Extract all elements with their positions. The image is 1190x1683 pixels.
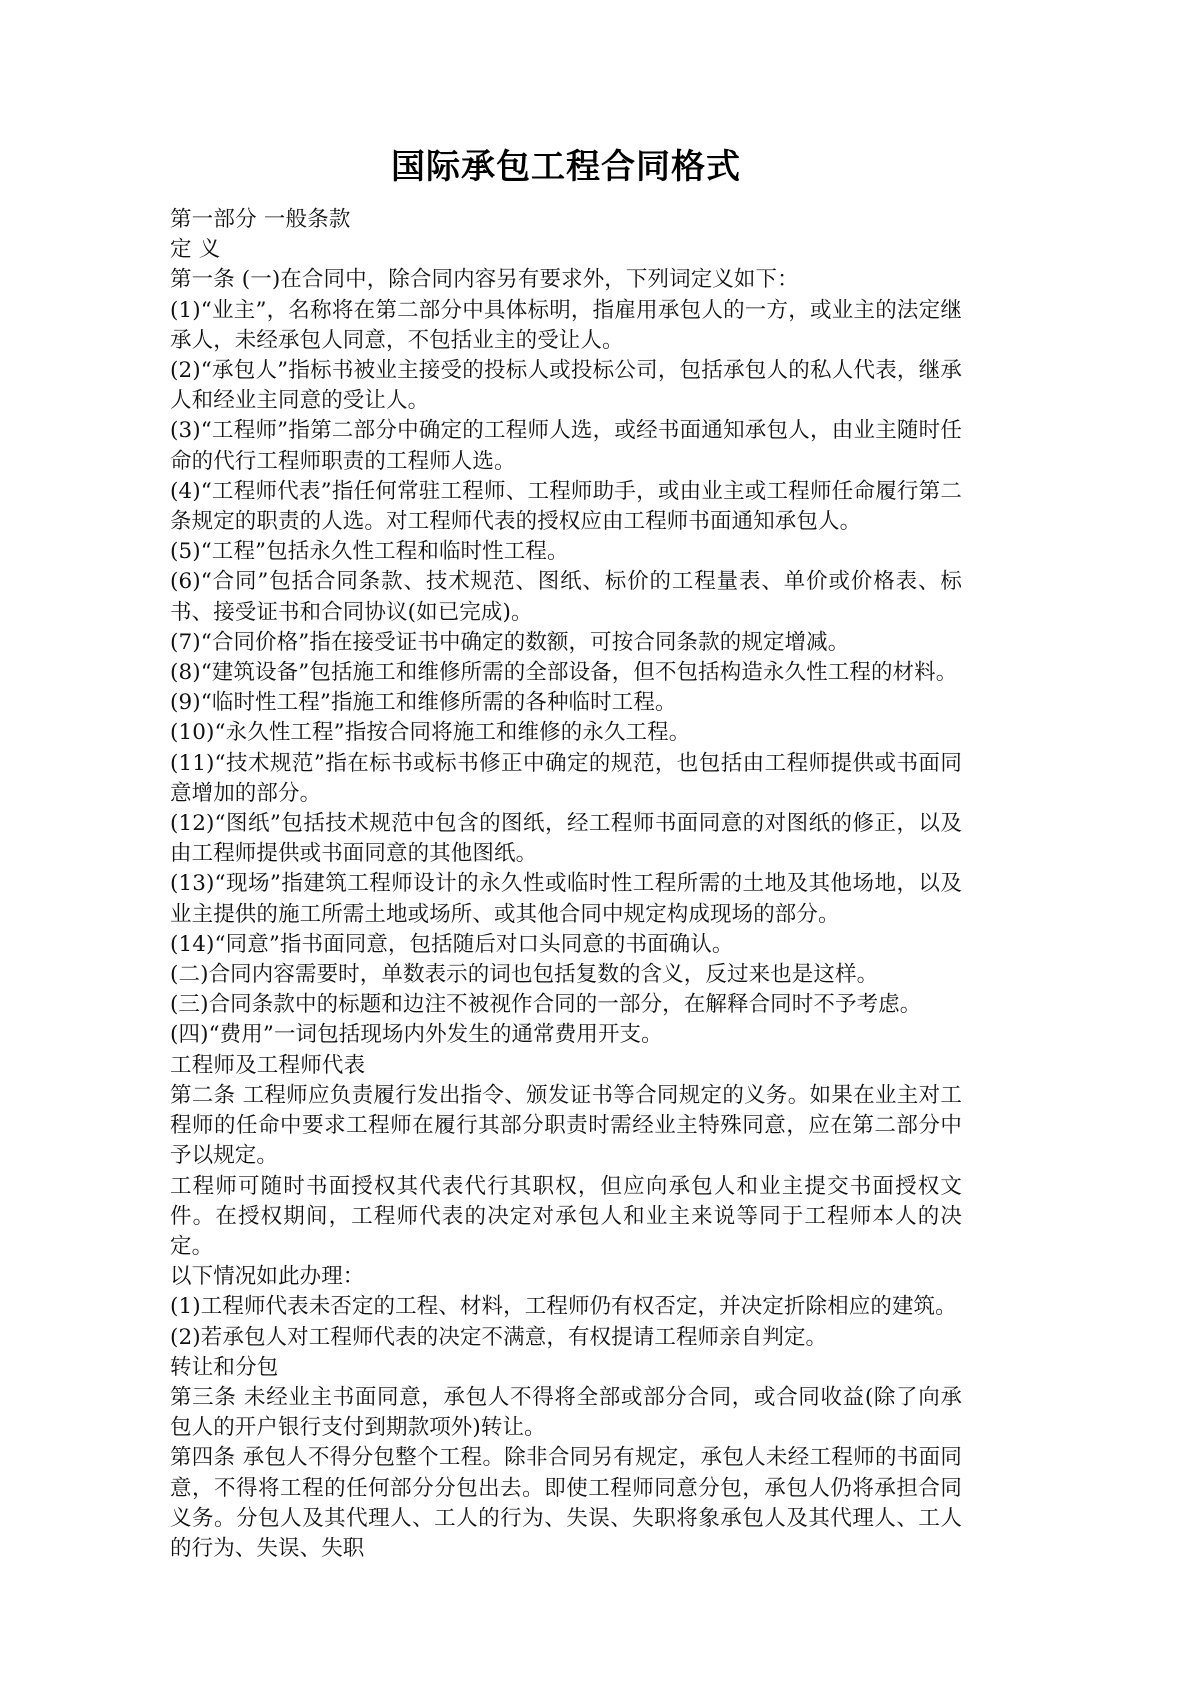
- paragraph-assignment-heading: 转让和分包: [170, 1354, 279, 1380]
- paragraph-def-8: (8)“建筑设备”包括施工和维修所需的全部设备，但不包括构造永久性工程的材料。: [170, 660, 958, 686]
- paragraph-def-13: (13)“现场”指建筑工程师设计的永久性或临时性工程所需的土地及其他场地，以及业主提供的施工所需土地或场所、或其他合同中规定构成现场的部分。: [170, 871, 962, 927]
- paragraph-article-2-item-2: (2)若承包人对工程师代表的决定不满意，有权提请工程师亲自判定。: [170, 1324, 828, 1350]
- paragraph-def-14: (14)“同意”指书面同意，包括随后对口头同意的书面确认。: [170, 931, 734, 957]
- paragraph-clause-4: (四)“费用”一词包括现场内外发生的通常费用开支。: [170, 1022, 663, 1048]
- paragraph-def-4: (4)“工程师代表”指任何常驻工程师、工程师助手，或由业主或工程师任命履行第二条规定的职责的人选。对工程师代表的授权应由工程师书面通知承包人。: [170, 478, 962, 535]
- paragraph-article-2-p2: 工程师可随时书面授权其代表代行其职权，但应向承包人和业主提交书面授权文件。在授权期间，工程师代表的决定对承包人和业主来说等同于工程师本人的决定。: [170, 1173, 962, 1259]
- paragraph-definitions-heading: 定 义: [170, 237, 221, 263]
- paragraph-def-10: (10)“永久性工程”指按合同将施工和维修的永久工程。: [170, 720, 691, 746]
- paragraph-engineer-heading: 工程师及工程师代表: [170, 1052, 366, 1078]
- paragraph-def-12: (12)“图纸”包括技术规范中包含的图纸，经工程师书面同意的对图纸的修正，以及由工程师提供或书面同意的其他图纸。: [170, 811, 962, 867]
- document-body: [170, 205, 962, 1564]
- paragraph-def-6: (6)“合同”包括合同条款、技术规范、图纸、标价的工程量表、单价或价格表、标书、接受证书和合同协议(如已完成)。: [170, 569, 962, 625]
- paragraph-article-2: 第二条 工程师应负责履行发出指令、颁发证书等合同规定的义务。如果在业主对工程师的任命中要求工程师在履行其部分职责时需经业主特殊同意，应在第二部分中予以规定。: [170, 1082, 962, 1169]
- document-content: [170, 0, 962, 1564]
- paragraph-article-2-item-1: (1)工程师代表未否定的工程、材料，工程师仍有权否定，并决定折除相应的建筑。: [170, 1294, 957, 1320]
- paragraph-def-1: (1)“业主”，名称将在第二部分中具体标明，指雇用承包人的一方，或业主的法定继承人，未经承包人同意，不包括业主的受让人。: [170, 297, 962, 353]
- paragraph-def-9: (9)“临时性工程”指施工和维修所需的各种临时工程。: [170, 690, 677, 716]
- paragraph-clause-2: (二)合同内容需要时，单数表示的词也包括复数的含义，反过来也是这样。: [170, 962, 879, 988]
- page-title: 国际承包工程合同格式: [391, 147, 741, 187]
- paragraph-article-1: 第一条 (一)在合同中，除合同内容另有要求外，下列词定义如下：: [170, 267, 799, 293]
- paragraph-def-5: (5)“工程”包括永久性工程和临时性工程。: [170, 539, 569, 565]
- paragraph-def-3: (3)“工程师”指第二部分中确定的工程师人选，或经书面通知承包人，由业主随时任命的代行工程师职责的工程师人选。: [170, 418, 962, 474]
- paragraph-article-3: 第三条 未经业主书面同意，承包人不得将全部或部分合同，或合同收益(除了向承包人的开户银行支付到期款项外)转让。: [170, 1384, 962, 1441]
- paragraph-def-2: (2)“承包人”指标书被业主接受的投标人或投标公司，包括承包人的私人代表，继承人和经业主同意的受让人。: [170, 358, 962, 414]
- paragraph-article-4: 第四条 承包人不得分包整个工程。除非合同另有规定，承包人未经工程师的书面同意，不得将工程的任何部分分包出去。即使工程师同意分包，承包人仍将承担合同义务。分包人及其代理人、工人的行为、失误、失职将象承包人及其代理人、工人的行为、失误、失职: [170, 1445, 962, 1561]
- paragraph-article-2-p3: 以下情况如此办理：: [170, 1264, 365, 1290]
- paragraph-def-11: (11)“技术规范”指在标书或标书修正中确定的规范，也包括由工程师提供或书面同意增加的部分。: [170, 750, 962, 806]
- paragraph-def-7: (7)“合同价格”指在接受证书中确定的数额，可按合同条款的规定增减。: [170, 629, 850, 655]
- paragraph-part-heading: 第一部分 一般条款: [170, 207, 351, 232]
- paragraph-clause-3: (三)合同条款中的标题和边注不被视作合同的一部分，在解释合同时不予考虑。: [170, 992, 922, 1018]
